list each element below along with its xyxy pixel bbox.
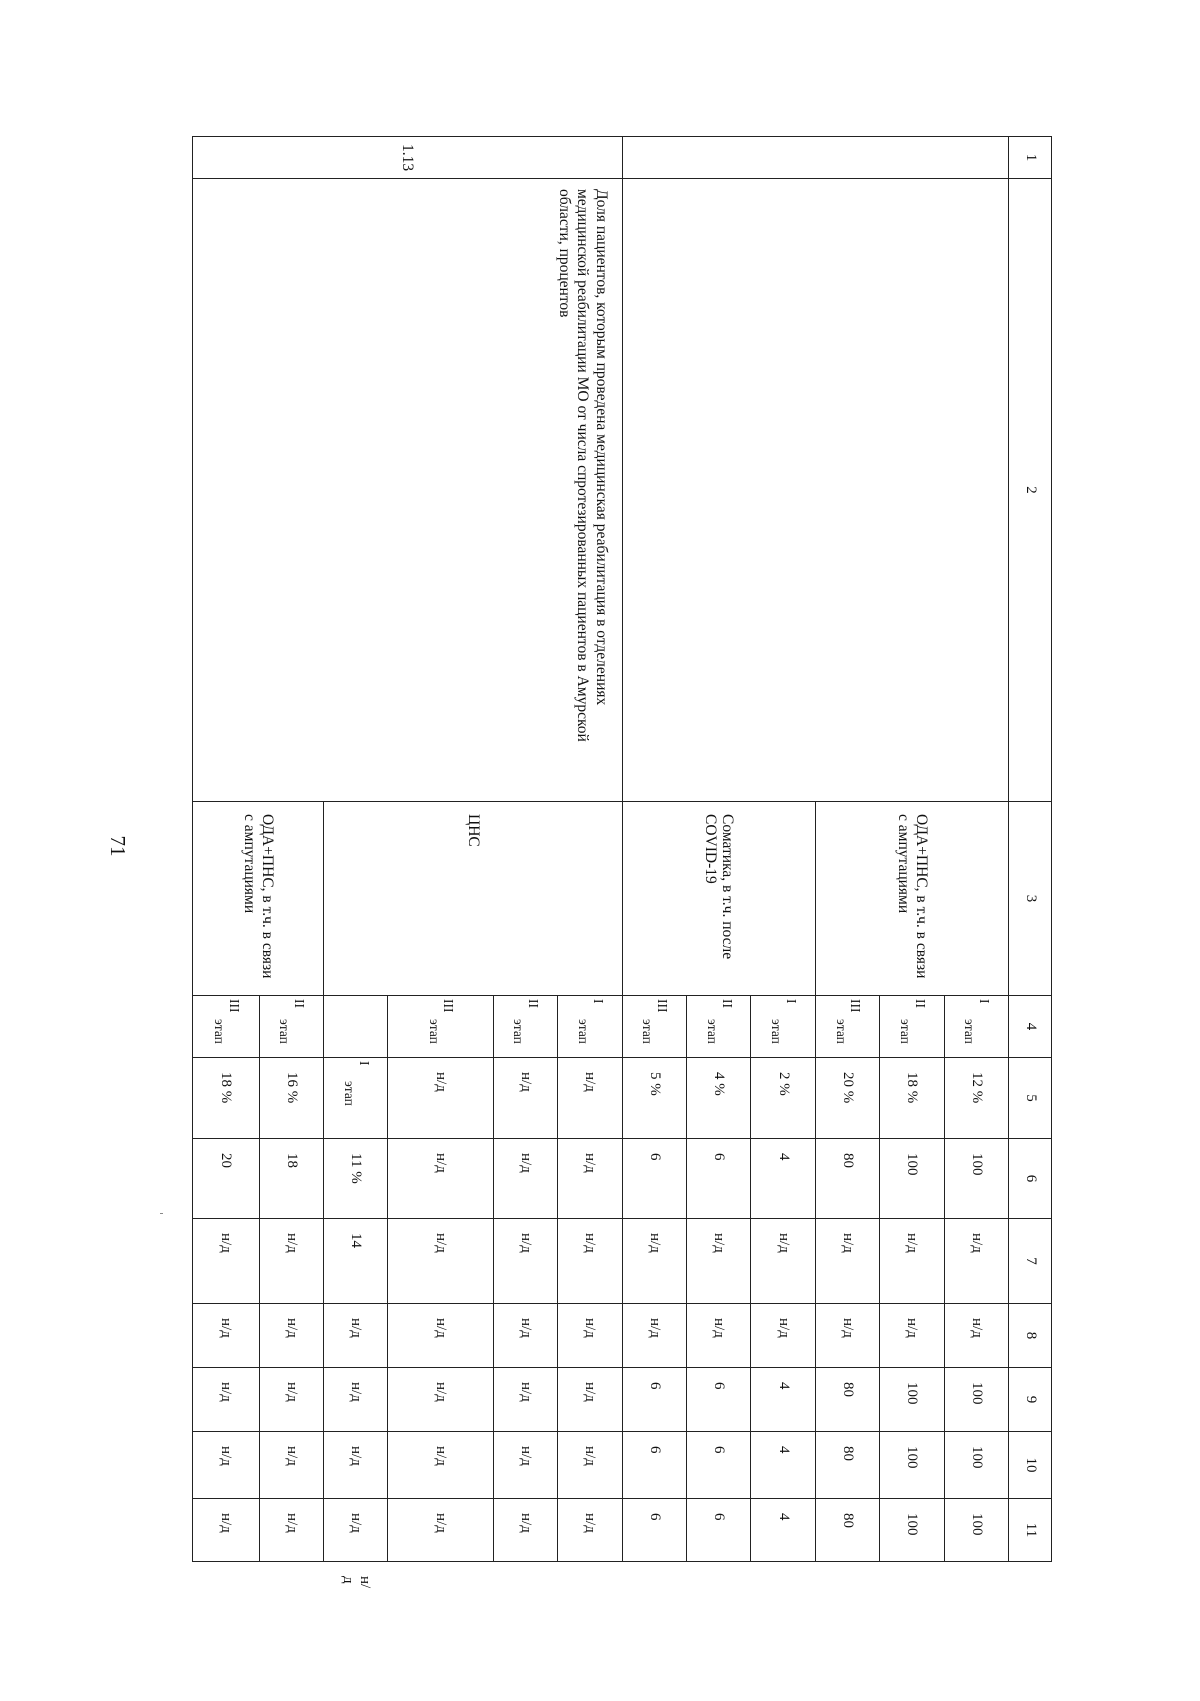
- group-cell-somatic: Соматика, в т.ч. после COVID-19: [622, 802, 815, 996]
- group-cell-oda_bottom: ОДА+ПНС, в т.ч. в связи с ампутациями: [193, 802, 324, 996]
- value-cell-c6: 100: [944, 1139, 1008, 1219]
- value-cell-c7: н/д: [388, 1219, 493, 1304]
- value-cell-c7: н/д: [751, 1219, 815, 1304]
- value-cell-c5: н/д: [558, 1058, 622, 1139]
- stage-roman: II: [912, 999, 928, 1008]
- header-cell-11: 11: [1009, 1499, 1052, 1562]
- value-cell-c8: н/д: [388, 1304, 493, 1368]
- value-cell-c5: 18 %: [193, 1058, 260, 1139]
- value-cell-c9: н/д: [388, 1368, 493, 1432]
- table-row: [558, 137, 622, 1562]
- value-cell-c10: 100: [944, 1432, 1008, 1499]
- value-cell-c5: н/д: [388, 1058, 493, 1139]
- stage-roman: III: [655, 999, 671, 1013]
- stage-label: этап: [640, 1019, 656, 1044]
- value-cell-c7: н/д: [493, 1219, 557, 1304]
- header-row: [1009, 137, 1052, 1562]
- indicator-cell-empty: [622, 179, 1009, 802]
- value-cell-c6: 6: [622, 1139, 686, 1219]
- stage-label: этап: [833, 1019, 849, 1044]
- value-cell-c8: н/д: [493, 1304, 557, 1368]
- value-cell-c10: н/д: [493, 1432, 557, 1499]
- value-cell-c6: 100: [880, 1139, 944, 1219]
- page-number: 71: [106, 835, 130, 857]
- value-cell-c11: 6: [686, 1499, 750, 1562]
- value-cell-c9: н/д: [493, 1368, 557, 1432]
- value-cell-c8: н/д: [815, 1304, 879, 1368]
- stage-roman: I: [590, 999, 606, 1004]
- value-cell-c7: н/д: [944, 1219, 1008, 1304]
- stage-cell: [324, 1058, 388, 1139]
- value-cell-c5: 12 %: [944, 1058, 1008, 1139]
- value-cell-c6: 6: [686, 1139, 750, 1219]
- header-cell-8: 8: [1009, 1304, 1052, 1368]
- stage-label: этап: [769, 1019, 785, 1044]
- group-cell-cns: ЦНС: [324, 802, 622, 996]
- value-cell-c7: н/д: [324, 1304, 388, 1368]
- value-cell-c11: н/д: [193, 1499, 260, 1562]
- rotated-table-frame: [192, 136, 1052, 1589]
- value-cell-c8: н/д: [259, 1304, 323, 1368]
- stage-label: этап: [897, 1019, 913, 1044]
- header-cell-2: 2: [1009, 179, 1052, 802]
- value-cell-c10: 4: [751, 1432, 815, 1499]
- value-cell-c11: 100: [944, 1499, 1008, 1562]
- value-cell-c10: н/д: [558, 1432, 622, 1499]
- stage-label: этап: [511, 1019, 527, 1044]
- item-number-cell: 1.13: [193, 137, 623, 179]
- item-number-cell-empty: [622, 137, 1009, 179]
- value-cell-c11: н/д: [388, 1499, 493, 1562]
- stage-label: этап: [575, 1019, 591, 1044]
- stage-roman: II: [719, 999, 735, 1008]
- stage-cell: [622, 996, 686, 1058]
- stage-cell: [880, 996, 944, 1058]
- stage-cell: [493, 996, 557, 1058]
- header-cell-7: 7: [1009, 1219, 1052, 1304]
- value-cell-c9: н/д: [193, 1368, 260, 1432]
- value-cell-c7: н/д: [558, 1219, 622, 1304]
- value-cell-c8: н/д: [880, 1304, 944, 1368]
- stage-cell: [686, 996, 750, 1058]
- indicator-cell: Доля пациентов, которым проведена медицинская реабилитация в отделениях медицинской реабилитации МО от числа спротезированных пациентов в Амурской области, процентов: [193, 179, 623, 802]
- value-cell-c5: 5 %: [622, 1058, 686, 1139]
- value-cell-c8: н/д: [944, 1304, 1008, 1368]
- value-cell-c6: 18: [259, 1139, 323, 1219]
- value-cell-c7: н/д: [815, 1219, 879, 1304]
- stage-roman: I: [356, 1061, 372, 1066]
- stage-cell: [751, 996, 815, 1058]
- value-cell-c10: 100: [880, 1432, 944, 1499]
- stage-roman: III: [848, 999, 864, 1013]
- value-cell-c10: 6: [622, 1432, 686, 1499]
- value-cell-c11: 100: [880, 1499, 944, 1562]
- value-cell-c10: н/д: [259, 1432, 323, 1499]
- value-cell-c8: н/д: [193, 1304, 260, 1368]
- value-cell-c5: 16 %: [259, 1058, 323, 1139]
- value-cell-c10: н/д: [324, 1499, 388, 1562]
- value-cell-c5: 20 %: [815, 1058, 879, 1139]
- value-cell-c11: 6: [622, 1499, 686, 1562]
- group-cell-empty: [324, 996, 388, 1058]
- stage-label: этап: [704, 1019, 720, 1044]
- group-cell-oda_top: ОДА+ПНС, в т.ч. в связи с ампутациями: [815, 802, 1008, 996]
- value-cell-c6: н/д: [388, 1139, 493, 1219]
- header-cell-5: 5: [1009, 1058, 1052, 1139]
- value-cell-c9: н/д: [324, 1432, 388, 1499]
- value-cell-c8: н/д: [686, 1304, 750, 1368]
- value-cell-c6: 4: [751, 1139, 815, 1219]
- stage-cell: [193, 996, 260, 1058]
- stage-cell: [388, 996, 493, 1058]
- value-cell-c9: 100: [880, 1368, 944, 1432]
- header-cell-1: 1: [1009, 137, 1052, 179]
- header-cell-9: 9: [1009, 1368, 1052, 1432]
- scan-speck: [160, 1213, 163, 1214]
- value-cell-c8: н/д: [324, 1368, 388, 1432]
- value-cell-c9: 6: [622, 1368, 686, 1432]
- value-cell-c9: 80: [815, 1368, 879, 1432]
- value-cell-c6: 20: [193, 1139, 260, 1219]
- stage-cell: [259, 996, 323, 1058]
- table-row: [944, 137, 1008, 1562]
- value-cell-c7: н/д: [880, 1219, 944, 1304]
- table-row: I этап 11 % 14 н/д н/д н/д н/д н/д: [324, 137, 388, 1562]
- stage-cell: [944, 996, 1008, 1058]
- stage-label: этап: [341, 1081, 357, 1106]
- value-cell-c11: 80: [815, 1499, 879, 1562]
- stage-roman: II: [526, 999, 542, 1008]
- value-cell-c6: н/д: [558, 1139, 622, 1219]
- value-cell-c7: н/д: [259, 1219, 323, 1304]
- stage-label: этап: [211, 1019, 227, 1044]
- stage-roman: II: [292, 999, 308, 1008]
- value-cell-c6: 80: [815, 1139, 879, 1219]
- value-cell-c7: н/д: [193, 1219, 260, 1304]
- value-cell-c11: н/д: [259, 1499, 323, 1562]
- value-cell-c5: 2 %: [751, 1058, 815, 1139]
- value-cell-c9: н/д: [259, 1368, 323, 1432]
- value-cell-c5: 18 %: [880, 1058, 944, 1139]
- value-cell-c7: н/д: [686, 1219, 750, 1304]
- table-body: [193, 137, 1052, 1589]
- value-cell-c8: н/д: [751, 1304, 815, 1368]
- value-cell-c11: н/д: [493, 1499, 557, 1562]
- value-cell-c9: 100: [944, 1368, 1008, 1432]
- stage-roman: I: [783, 999, 799, 1004]
- value-cell-c6: н/д: [493, 1139, 557, 1219]
- stage-cell: [558, 996, 622, 1058]
- value-cell-c10: 6: [686, 1432, 750, 1499]
- value-cell-c10: 80: [815, 1432, 879, 1499]
- value-cell-c5: н/д: [493, 1058, 557, 1139]
- value-cell-c11: н/д: [558, 1499, 622, 1562]
- stage-roman: III: [226, 999, 242, 1013]
- header-cell-6: 6: [1009, 1139, 1052, 1219]
- indicator-table: [192, 136, 1052, 1589]
- stage-roman: III: [441, 999, 457, 1013]
- header-cell-3: 3: [1009, 802, 1052, 996]
- stage-roman: I: [977, 999, 993, 1004]
- value-cell-c6: 14: [324, 1219, 388, 1304]
- header-cell-4: 4: [1009, 996, 1052, 1058]
- table-rotation-wrapper: [192, 136, 1052, 1589]
- value-cell-c10: н/д: [388, 1432, 493, 1499]
- value-cell-c9: н/д: [558, 1368, 622, 1432]
- value-cell-c5: 11 %: [324, 1139, 388, 1219]
- value-cell-c11: 4: [751, 1499, 815, 1562]
- value-cell-c8: н/д: [558, 1304, 622, 1368]
- header-cell-10: 10: [1009, 1432, 1052, 1499]
- value-cell-c7: н/д: [622, 1219, 686, 1304]
- value-cell-c9: 6: [686, 1368, 750, 1432]
- stage-label: этап: [962, 1019, 978, 1044]
- value-cell-c5: 4 %: [686, 1058, 750, 1139]
- stage-label: этап: [277, 1019, 293, 1044]
- value-cell-c9: 4: [751, 1368, 815, 1432]
- stage-cell: [815, 996, 879, 1058]
- value-cell-c8: н/д: [622, 1304, 686, 1368]
- value-cell-c10: н/д: [193, 1432, 260, 1499]
- stage-label: этап: [426, 1019, 442, 1044]
